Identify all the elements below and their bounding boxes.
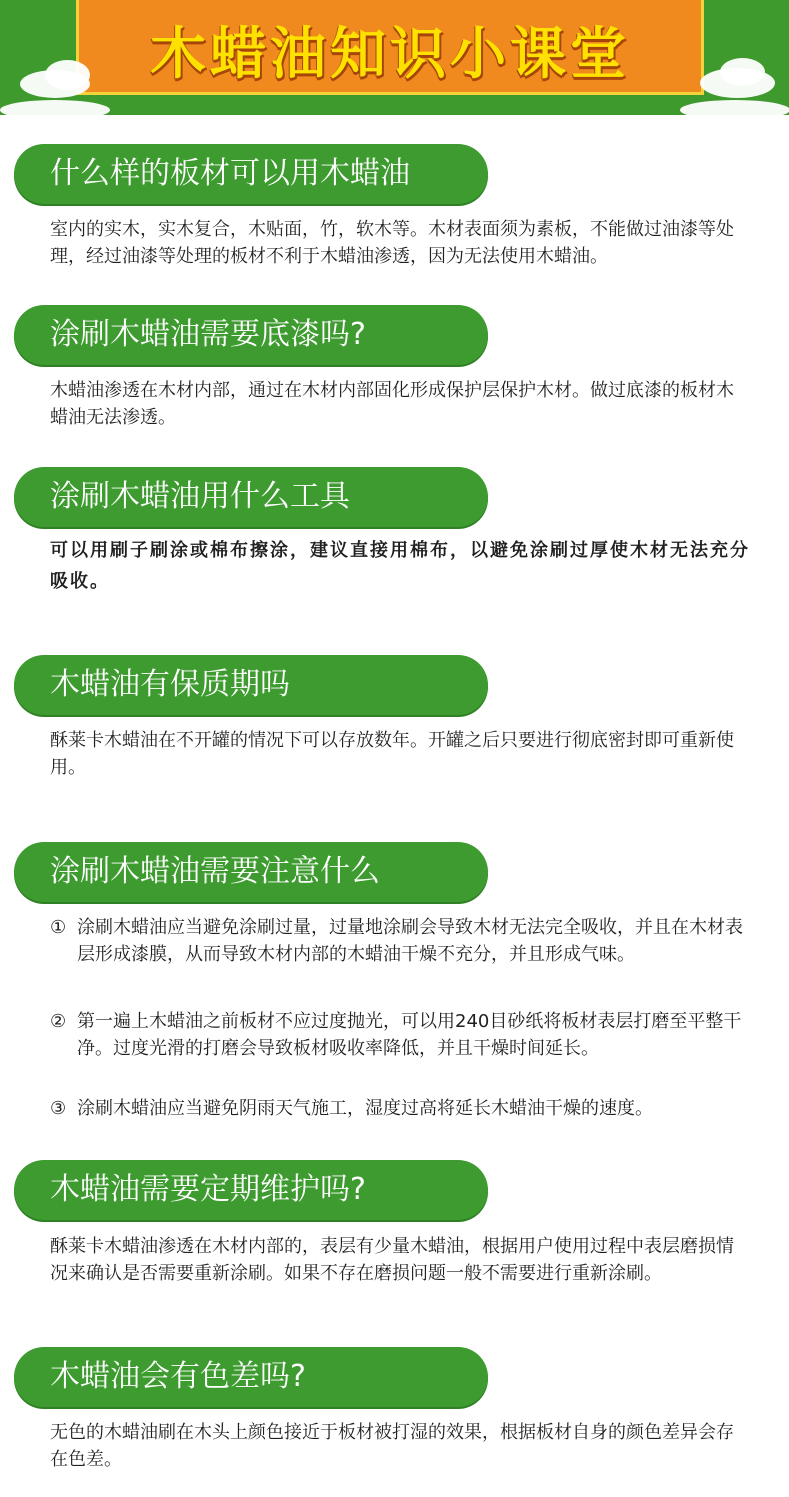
banner <box>76 0 704 95</box>
list-item-number: ② <box>50 1011 67 1032</box>
section-precautions <box>0 842 789 1132</box>
section-primer <box>0 305 789 435</box>
section-shelf-life <box>0 655 789 795</box>
section-heading: 木蜡油有保质期吗 <box>50 667 290 702</box>
list-item-text: 涂刷木蜡油应当避免阴雨天气施工，湿度过高将延长木蜡油干燥的速度。 <box>77 1098 653 1119</box>
section-body: 木蜡油渗透在木材内部，通过在木材内部固化形成保护层保护木材。做过底漆的板材木蜡油无法渗透。 <box>50 380 734 428</box>
section-heading: 涂刷木蜡油需要注意什么 <box>50 854 380 889</box>
section-heading: 涂刷木蜡油需要底漆吗? <box>50 317 366 352</box>
section-body: 室内的实木，实木复合，木贴面，竹，软木等。木材表面须为素板，不能做过油漆等处理，经过油漆等处理的板材不利于木蜡油渗透，因为无法使用木蜡油。 <box>50 219 734 267</box>
section-body: 无色的木蜡油刷在木头上颜色接近于板材被打湿的效果，根据板材自身的颜色差异会存在色差。 <box>50 1422 734 1470</box>
section-color-difference <box>0 1347 789 1487</box>
section-heading-pill <box>14 305 488 365</box>
section-board-types <box>0 144 789 274</box>
section-heading-pill <box>14 1160 488 1220</box>
cloud-decoration <box>0 100 110 120</box>
section-tools <box>0 467 789 607</box>
section-heading-pill <box>14 1347 488 1407</box>
list-item-number: ① <box>50 917 67 938</box>
page-title: 木蜡油知识小课堂 <box>150 22 630 87</box>
section-heading-pill <box>14 144 488 204</box>
section-heading: 木蜡油需要定期维护吗? <box>50 1172 366 1207</box>
list-item-text: 涂刷木蜡油应当避免涂刷过量，过量地涂刷会导致木材无法完全吸收，并且在木材表层形成漆膜，从而导致木材内部的木蜡油干燥不充分，并且形成气味。 <box>77 917 743 965</box>
section-heading: 什么样的板材可以用木蜡油 <box>50 156 410 191</box>
section-body: 可以用刷子刷涂或棉布擦涂，建议直接用棉布，以避免涂刷过厚使木材无法充分吸收。 <box>50 540 750 592</box>
section-body: 酥莱卡木蜡油渗透在木材内部的，表层有少量木蜡油，根据用户使用过程中表层磨损情况来确认是否需要重新涂刷。如果不存在磨损问题一般不需要进行重新涂刷。 <box>50 1236 734 1284</box>
section-heading: 木蜡油会有色差吗? <box>50 1359 306 1394</box>
cloud-decoration <box>680 100 789 120</box>
section-maintenance <box>0 1160 789 1320</box>
cloud-decoration <box>720 58 765 86</box>
section-heading: 涂刷木蜡油用什么工具 <box>50 479 350 514</box>
section-heading-pill <box>14 655 488 715</box>
cloud-decoration <box>45 60 90 90</box>
list-item-number: ③ <box>50 1098 67 1119</box>
section-heading-pill <box>14 467 488 527</box>
section-heading-pill <box>14 842 488 902</box>
section-body: 酥莱卡木蜡油在不开罐的情况下可以存放数年。开罐之后只要进行彻底密封即可重新使用。 <box>50 730 734 778</box>
list-item-text: 第一遍上木蜡油之前板材不应过度抛光，可以用240目砂纸将板材表层打磨至平整干净。过度光滑的打磨会导致板材吸收率降低，并且干燥时间延长。 <box>77 1011 742 1059</box>
